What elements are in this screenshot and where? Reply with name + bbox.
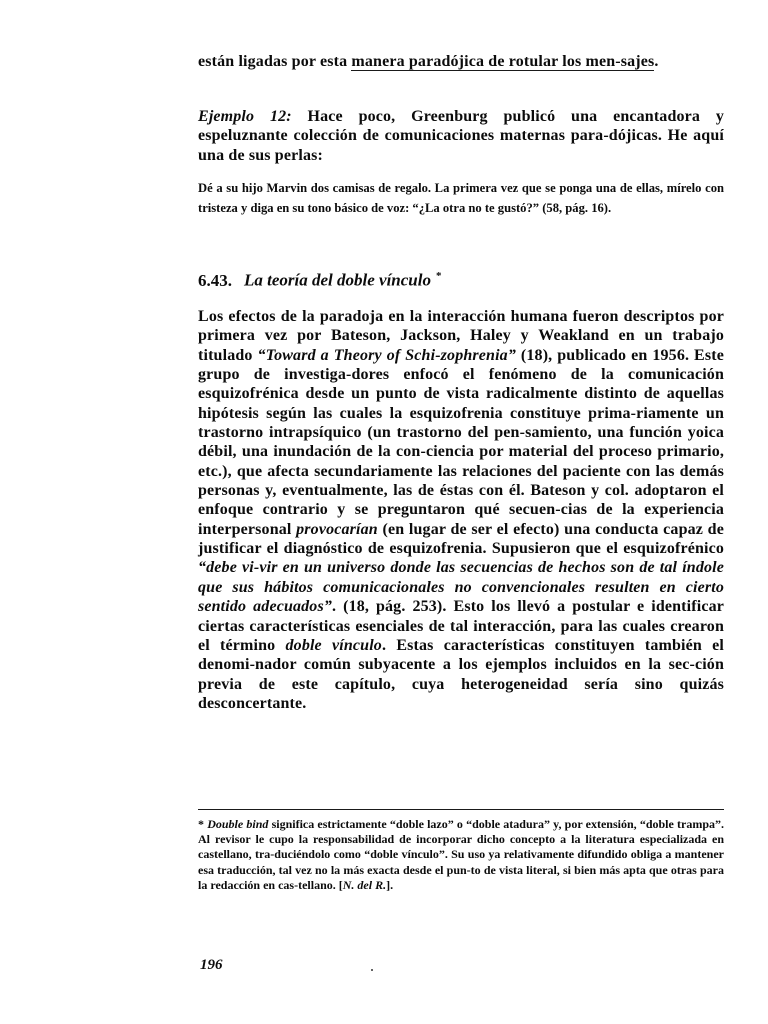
footnote-end: ]. — [386, 877, 394, 892]
page-number: 196 — [200, 957, 223, 973]
example-label: Ejemplo 12: — [198, 108, 292, 125]
footnote-divider — [198, 809, 724, 810]
book-page — [198, 0, 724, 1024]
body-citation: “debe vi-vir en un universo donde las secuencias de hechos son de tal índole que sus hábitos comunicacionales no convencionales resulten en cierto sentido adecuados” — [198, 559, 724, 616]
quoted-example — [198, 179, 724, 218]
footnote-text: significa estrictamente “doble lazo” o “doble atadura” y, por extensión, “doble trampa”. Al revisor le cupo la responsabilidad de incorporar dicho concepto a la literatura especializada en castellano, tra-duciéndolo como “doble vínculo”. Su uso ya relativamente difundido obliga a mantener esa traducción, tal vez no la más exacta desde el pun-to de vista literal, si bien más apta que otras para la redacción en cas-tellano. [ — [198, 817, 725, 892]
section-title: La teoría del doble vínculo — [244, 270, 431, 290]
intro-underlined-phrase: manera paradójica de rotular los men-sajes — [351, 53, 655, 70]
footnote-signature: N. del R. — [342, 877, 387, 892]
section-number: 6.43. — [198, 270, 232, 290]
body-text-4: . (18, pág. 253). Esto los llevó a postular e identificar ciertas características esenciales de tal interacción, para las cuales crearon el término — [198, 598, 724, 654]
body-text-5: . Estas características constituyen también el denomi-nador común subyacente a los ejemplos incluidos en la sec-ción previa de este capítulo, cuya heterogeneidad sería sino quizás desconcertante. — [198, 636, 724, 712]
scan-speck — [371, 969, 373, 971]
section-footnote-marker: * — [435, 270, 442, 282]
body-text-3: (en lugar de ser el efecto) una conducta capaz de justificar el diagnóstico de esquizofrenia. Supusieron que el esquizofrénico — [198, 520, 724, 558]
body-term: doble vínculo — [285, 636, 382, 654]
body-text-1: Los efectos de la paradoja en la interacción humana fueron descriptos por primera vez por Bateson, Jackson, Haley y Weakland en un trabajo titulado — [198, 308, 724, 364]
intro-text: están ligadas por esta — [198, 53, 352, 70]
body-text-2: (18), publicado en 1956. Este grupo de investiga-dores enfocó el fenómeno de la comunicación esquizofrénica desde un punto de vista radicalmente distinto de aquellas hipótesis según las cuales la esquizofrenia constituye prima-riamente un trastorno intrapsíquico (un trastorno del pen-samiento, una función yoica débil, una inundación de la con-ciencia por material del proceso primario, etc.), que afecta secundariamente las relaciones del paciente con las demás personas y, eventualmente, las de éstas con él. Bateson y col. adoptaron el enfoque contrario y se preguntaron qué secuen-cias de la experiencia interpersonal — [198, 346, 724, 538]
footnote-term: Double bind — [207, 817, 269, 831]
body-work-title: “Toward a Theory of Schi-zophrenia” — [257, 346, 516, 364]
footnote — [198, 817, 724, 893]
quote-text: Dé a su hijo Marvin dos camisas de regalo. La primera vez que se ponga una de ellas, mírelo con tristeza y diga en su tono básico de voz: “¿La otra no te gustó?” — [198, 181, 724, 215]
intro-paragraph — [198, 52, 724, 71]
body-paragraph — [198, 307, 724, 713]
body-provocarian: provocarían — [296, 520, 378, 538]
footnote-marker: * — [198, 817, 204, 831]
quote-ref: (58, pág. 16). — [542, 200, 612, 215]
section-heading — [198, 270, 724, 291]
example-paragraph — [198, 107, 724, 165]
example-text: Hace poco, Greenburg publicó una encantadora y espeluznante colección de comunicaciones maternas para-dójicas. He aquí una de sus perlas: — [198, 108, 724, 164]
intro-end: . — [654, 53, 659, 70]
